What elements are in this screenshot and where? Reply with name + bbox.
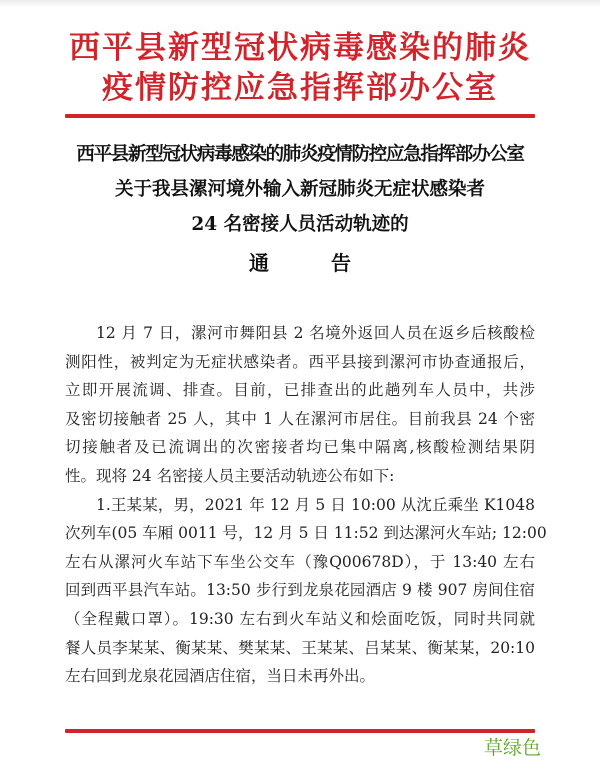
notice-char-1: 通 — [249, 251, 269, 275]
document-masthead — [62, 28, 538, 108]
document-body — [65, 319, 547, 691]
body-line: 性。现将 24 名密接人员主要活动轨迹公布如下: — [65, 466, 395, 485]
notice-char-2: 告 — [331, 251, 351, 275]
paragraph-intro — [65, 319, 535, 491]
body-line: 左右从漯河火车站下车坐公交车（豫Q00678D），于 13:40 左右 — [65, 552, 535, 571]
body-line: 切接触者及已流调出的次密接者均已集中隔离,核酸检测结果阴 — [65, 438, 535, 457]
footer-red-rule — [65, 729, 535, 733]
watermark-label: 草绿色 — [484, 737, 542, 759]
document-title — [40, 137, 560, 281]
body-line: 回到西平县汽车站。13:50 步行到龙泉花园酒店 9 楼 907 房间住宿 — [65, 581, 535, 600]
paragraph-contact-1 — [65, 491, 547, 691]
body-line: 12 月 7 日，漯河市舞阳县 2 名境外返回人员在返乡后核酸检 — [96, 324, 535, 342]
notice-heading — [40, 246, 560, 281]
body-line: 1.王某某，男，2021 年 12 月 5 日 10:00 从沈丘乘坐 K1048 — [96, 495, 535, 514]
title-line-2: 关于我县漯河境外输入新冠肺炎无症状感染者 — [114, 179, 485, 200]
masthead-line-2: 疫情防控应急指挥部办公室 — [102, 70, 498, 106]
page-top-shadow — [0, 0, 600, 8]
body-line: （全程戴口罩）。19:30 左右到火车站义和烩面吃饭，同时共同就 — [65, 609, 535, 628]
title-line-1: 西平县新型冠状病毒感染的肺炎疫情防控应急指挥部办公室 — [76, 144, 524, 165]
body-line: 测阳性，被判定为无症状感染者。西平县接到漯河市协查通报后， — [65, 352, 535, 371]
body-line: 及密切接触者 25 人，其中 1 人在漯河市居住。目前我县 24 个密 — [65, 409, 535, 428]
masthead-line-1: 西平县新型冠状病毒感染的肺炎 — [69, 30, 531, 66]
title-line-3: 24 名密接人员活动轨迹的 — [191, 214, 409, 235]
masthead-red-rule — [65, 114, 535, 118]
body-line: 次列车(05 车厢 0011 号，12 月 5 日 11:52 到达漯河火车站; 12:00 — [65, 524, 547, 543]
body-line: 立即开展流调、排查。目前，已排查出的此趟列车人员中，共涉 — [65, 381, 535, 400]
body-line: 左右回到龙泉花园酒店住宿，当日未再外出。 — [65, 667, 376, 686]
body-line: 餐人员李某某、衡某某、樊某某、王某某、吕某某、衡某某，20:10 — [65, 638, 535, 657]
